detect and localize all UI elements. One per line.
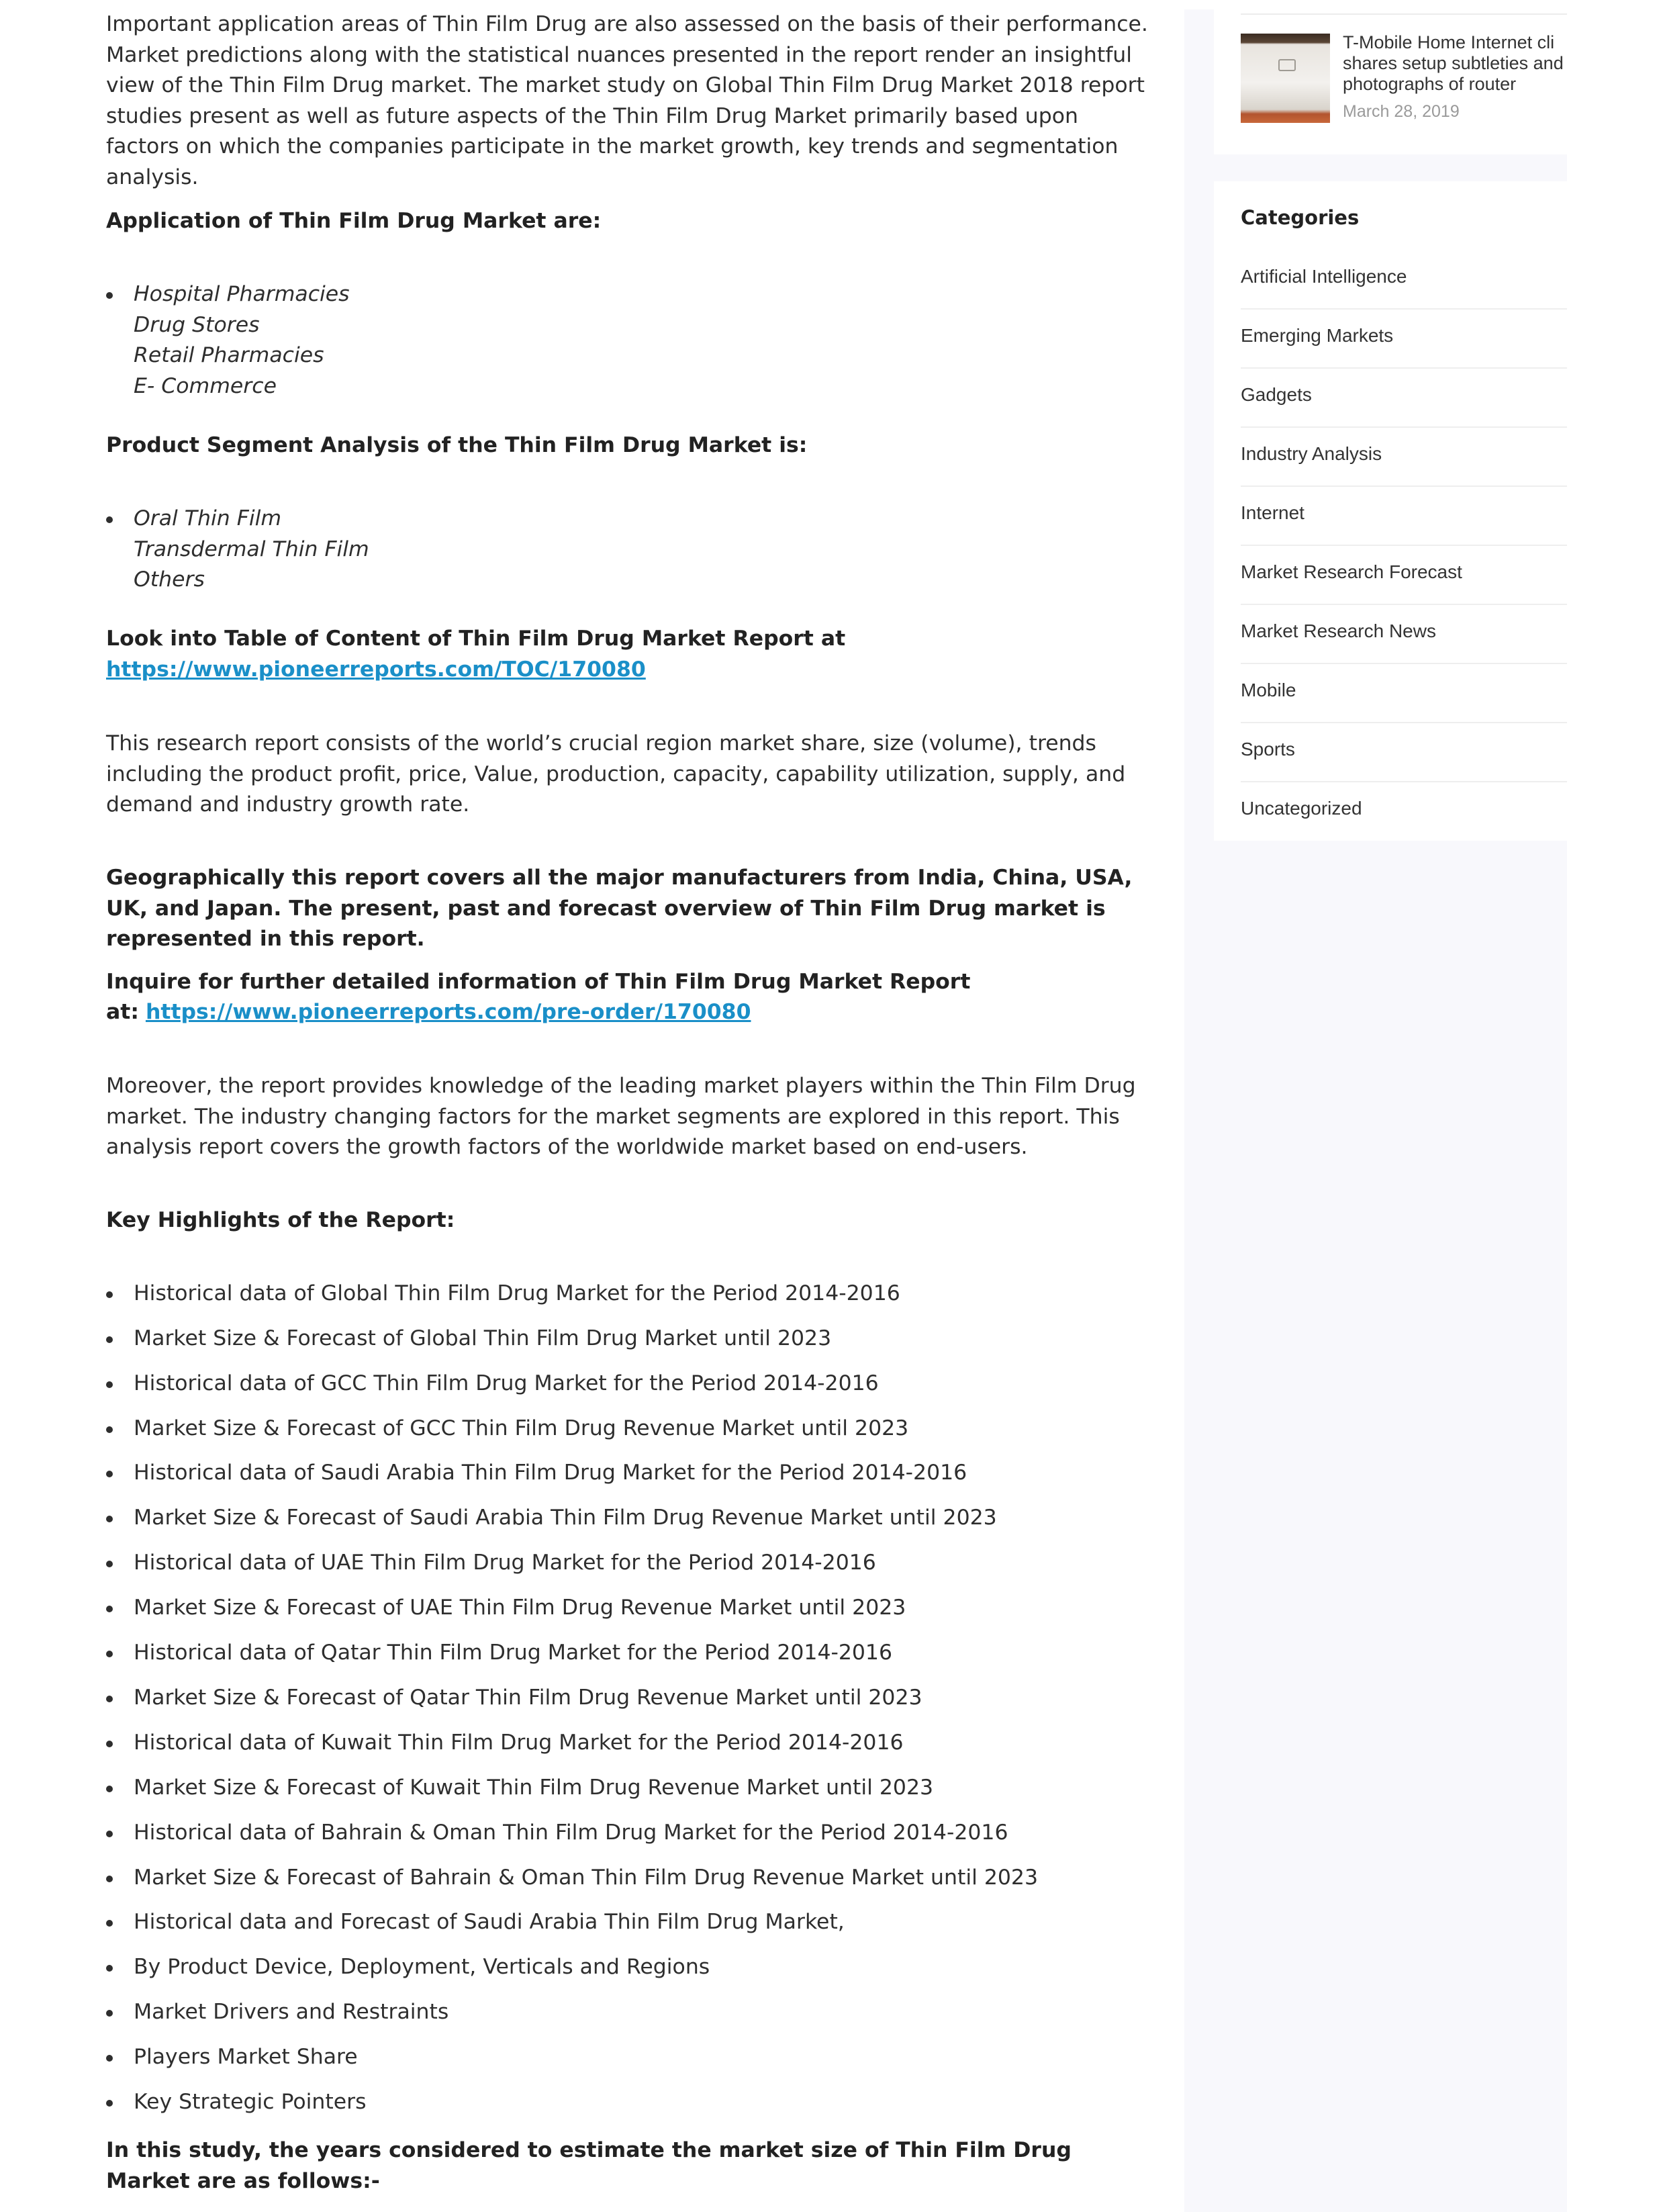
highlight-item: Market Size & Forecast of Bahrain & Oman Thin Film Drug Revenue Market until 2023 bbox=[134, 1863, 1038, 1894]
highlight-item: Key Strategic Pointers bbox=[134, 2087, 367, 2118]
application-item-3: Retail Pharmacies bbox=[134, 343, 324, 367]
highlight-item: By Product Device, Deployment, Verticals and Regions bbox=[134, 1952, 710, 1983]
product-heading: Product Segment Analysis of the Thin Film Drug Market is: bbox=[106, 433, 808, 457]
product-item-3: Others bbox=[134, 567, 205, 592]
category-divider bbox=[1241, 781, 1567, 782]
category-divider bbox=[1241, 486, 1567, 487]
category-divider bbox=[1241, 663, 1567, 664]
category-mobile[interactable]: Mobile bbox=[1241, 680, 1296, 700]
category-market-research-forecast[interactable]: Market Research Forecast bbox=[1241, 561, 1462, 582]
recent-post-divider bbox=[1241, 13, 1567, 15]
product-item-2: Transdermal Thin Film bbox=[134, 537, 369, 561]
recent-post-title[interactable] bbox=[1343, 32, 1567, 95]
highlight-item: Historical data of GCC Thin Film Drug Market for the Period 2014-2016 bbox=[134, 1369, 879, 1399]
application-heading: Application of Thin Film Drug Market are: bbox=[106, 209, 602, 233]
category-internet[interactable]: Internet bbox=[1241, 502, 1304, 523]
inquire-at-label: at: bbox=[106, 1000, 139, 1024]
highlight-item: Historical data of UAE Thin Film Drug Market for the Period 2014-2016 bbox=[134, 1548, 876, 1579]
inquire-text: Inquire for further detailed information of Thin Film Drug Market Report bbox=[106, 970, 971, 994]
recent-post-title-line[interactable]: T-Mobile Home Internet cli bbox=[1343, 32, 1555, 52]
research-paragraph: This research report consists of the world’s crucial region market share, size (volume), trends including the product profit, price, Value, production, capacity, capability utilization, supply, and demand and industry growth rate. bbox=[106, 731, 1126, 817]
highlight-item: Historical data of Saudi Arabia Thin Film Drug Market for the Period 2014-2016 bbox=[134, 1458, 967, 1489]
application-item-2: Drug Stores bbox=[134, 313, 260, 337]
category-uncategorized[interactable]: Uncategorized bbox=[1241, 798, 1362, 819]
intro-paragraph: Important application areas of Thin Film Drug are also assessed on the basis of their performance. Market predictions along with the statistical nuances presented in the report render an insightful view of the Thin Film Drug market. The market study on Global Thin Film Drug Market 2018 report studies present as well as future aspects of the Thin Film Drug Market primarily based upon factors on which the companies participate in the market growth, key trends and segmentation analysis. bbox=[106, 12, 1148, 189]
highlight-item: Market Size & Forecast of Qatar Thin Film Drug Revenue Market until 2023 bbox=[134, 1683, 922, 1714]
category-artificial-intelligence[interactable]: Artificial Intelligence bbox=[1241, 266, 1407, 287]
study-years-paragraph: In this study, the years considered to estimate the market size of Thin Film Drug Market are as follows:- bbox=[106, 2138, 1072, 2193]
geography-paragraph: Geographically this report covers all the major manufacturers from India, China, USA, UK, and Japan. The present, past and forecast overview of Thin Film Drug market is represented in this report. bbox=[106, 866, 1133, 951]
highlight-item: Market Size & Forecast of Global Thin Film Drug Market until 2023 bbox=[134, 1324, 831, 1354]
highlight-item: Historical data of Kuwait Thin Film Drug Market for the Period 2014-2016 bbox=[134, 1728, 904, 1759]
recent-post-date: March 28, 2019 bbox=[1343, 102, 1460, 121]
category-divider bbox=[1241, 604, 1567, 605]
category-industry-analysis[interactable]: Industry Analysis bbox=[1241, 443, 1382, 464]
category-divider bbox=[1241, 426, 1567, 428]
category-divider bbox=[1241, 308, 1567, 310]
application-item-4: E- Commerce bbox=[134, 374, 277, 398]
inquire-link[interactable]: https://www.pioneerreports.com/pre-order/170080 bbox=[145, 1000, 751, 1024]
router-photo-icon[interactable] bbox=[1241, 34, 1330, 123]
highlight-item: Historical data of Global Thin Film Drug Market for the Period 2014-2016 bbox=[134, 1279, 900, 1309]
application-item-1: Hospital Pharmacies bbox=[134, 279, 350, 310]
category-divider bbox=[1241, 722, 1567, 723]
category-emerging-markets[interactable]: Emerging Markets bbox=[1241, 325, 1394, 346]
highlight-item: Market Size & Forecast of GCC Thin Film Drug Revenue Market until 2023 bbox=[134, 1414, 908, 1444]
categories-title: Categories bbox=[1241, 206, 1360, 229]
toc-link[interactable]: https://www.pioneerreports.com/TOC/170080 bbox=[106, 657, 646, 682]
highlight-item: Market Size & Forecast of Kuwait Thin Film Drug Revenue Market until 2023 bbox=[134, 1773, 933, 1804]
moreover-paragraph: Moreover, the report provides knowledge of the leading market players within the Thin Film Drug market. The industry changing factors for the market segments are explored in this report. This analysis report covers the growth factors of the worldwide market based on end-users. bbox=[106, 1074, 1136, 1159]
highlight-item: Historical data and Forecast of Saudi Arabia Thin Film Drug Market, bbox=[134, 1907, 845, 1938]
category-divider bbox=[1241, 367, 1567, 369]
highlight-item: Market Size & Forecast of Saudi Arabia Thin Film Drug Revenue Market until 2023 bbox=[134, 1503, 997, 1534]
highlight-item: Market Size & Forecast of UAE Thin Film Drug Revenue Market until 2023 bbox=[134, 1593, 906, 1624]
category-sports[interactable]: Sports bbox=[1241, 739, 1295, 759]
highlight-item: Players Market Share bbox=[134, 2042, 358, 2073]
highlight-item: Historical data of Bahrain & Oman Thin Film Drug Market for the Period 2014-2016 bbox=[134, 1818, 1008, 1849]
recent-post-title-line[interactable]: shares setup subtleties and bbox=[1343, 53, 1564, 73]
category-gadgets[interactable]: Gadgets bbox=[1241, 384, 1312, 405]
category-divider bbox=[1241, 545, 1567, 546]
recent-post-title-line[interactable]: photographs of router bbox=[1343, 74, 1517, 94]
category-market-research-news[interactable]: Market Research News bbox=[1241, 620, 1436, 641]
highlights-heading: Key Highlights of the Report: bbox=[106, 1208, 455, 1232]
toc-text: Look into Table of Content of Thin Film Drug Market Report at bbox=[106, 627, 846, 651]
highlight-item: Market Drivers and Restraints bbox=[134, 1997, 448, 2028]
product-item-1: Oral Thin Film bbox=[134, 504, 281, 535]
highlight-item: Historical data of Qatar Thin Film Drug Market for the Period 2014-2016 bbox=[134, 1638, 892, 1669]
